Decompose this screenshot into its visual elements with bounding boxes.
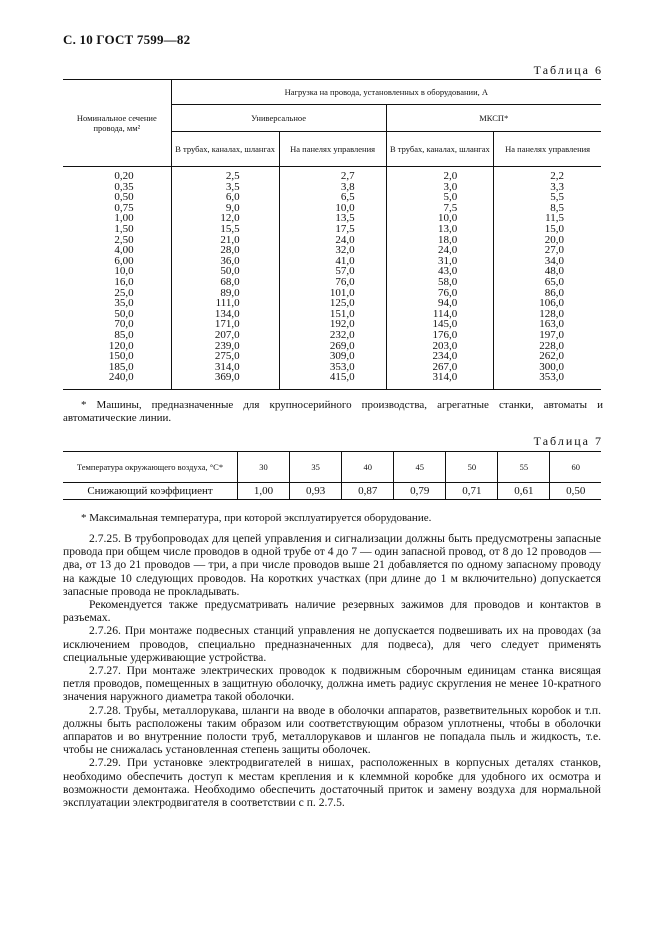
- table6-cell: 106,0: [539, 297, 564, 310]
- table6-cell: 68,0: [220, 275, 240, 288]
- paragraph-recommendation: Рекомендуется также предусматривать наличие резервных зажимов для проводов и контактов в разъемах.: [63, 598, 601, 625]
- table6-cell: 101,0: [329, 286, 355, 299]
- table6-cell: 13,0: [437, 222, 458, 235]
- table6-cell: 31,0: [437, 254, 458, 267]
- table6-universal-header: Универсальное: [171, 105, 386, 132]
- table6-cell: 232,0: [329, 328, 355, 341]
- table6-cell: 50,0: [220, 265, 240, 278]
- table6-cell: 50,0: [114, 307, 134, 320]
- paragraph-2-7-25: 2.7.25. В трубопроводах для цепей управления и сигнализации должны быть предусмотрены запасные провода при общем числе проводов в одной трубе от 4 до 7 — один запасной провод, от 8 до 12 проводов — два, от 13 до 21 проводов — три, а при числе проводов выше 21 добавляется по одному запасному проводу на каждые 10 следующих проводов. На коротких участках (при длине до 1 м включительно) допускается запасные провода не прокладывать.: [63, 532, 601, 598]
- table7-coeff-cell: 0,61: [498, 483, 550, 500]
- table6-cell: 89,0: [220, 286, 240, 299]
- table6-cell: 128,0: [539, 307, 564, 320]
- table6-cell: 70,0: [114, 318, 134, 331]
- table6-cell: 176,0: [432, 328, 458, 341]
- table7-temperature-row: [63, 452, 601, 483]
- table6-mksp-tubes-header: В трубах, каналах, шлангах: [386, 132, 494, 167]
- table7-coefficient-label: Снижающий коэффициент: [63, 483, 238, 500]
- table7-coeff-cell: 0,71: [446, 483, 498, 500]
- table6-section-header: Номинальное сечение провода, мм²: [63, 80, 171, 167]
- table6-cell: 36,0: [220, 254, 240, 267]
- table6-cell: 41,0: [335, 254, 355, 267]
- table6-cell: 0,20: [114, 170, 134, 182]
- table7-coeff-cell: 0,93: [290, 483, 342, 500]
- table6-cell: 203,0: [432, 339, 458, 352]
- table6-cell: 32,0: [335, 244, 355, 257]
- table6-cell: 57,0: [335, 265, 355, 278]
- table6-cell: 0,35: [114, 180, 134, 193]
- table6-mksp-panels-header: На панелях управления: [494, 132, 601, 167]
- table6-cell: 145,0: [432, 318, 458, 331]
- table6-cell: 18,0: [437, 233, 458, 246]
- table7-temperature-label: Температура окружающего воздуха, °С*: [63, 452, 238, 483]
- table6-cell: 5,5: [550, 191, 564, 204]
- table6-cell: 20,0: [544, 233, 564, 246]
- table6-cell: 76,0: [437, 286, 458, 299]
- page-header: С. 10 ГОСТ 7599—82: [63, 32, 191, 47]
- table6-cell: 300,0: [539, 360, 564, 373]
- table6-univ-tubes-column: [171, 167, 279, 390]
- table6-cell: 5,0: [443, 191, 458, 204]
- table6-cell: 34,0: [544, 254, 564, 267]
- table7-coeff-cell: 0,87: [342, 483, 394, 500]
- table6-mksp-panels-column: [494, 167, 601, 390]
- table6-cell: 24,0: [335, 233, 355, 246]
- table6-cell: 125,0: [329, 297, 355, 310]
- table6-cell: 207,0: [214, 328, 240, 341]
- table6-cell: 76,0: [335, 275, 355, 288]
- table6-cell: 2,0: [443, 170, 458, 182]
- table6-cell: 15,0: [544, 222, 564, 235]
- table6-cell: 2,50: [114, 233, 134, 246]
- table6-cell: 192,0: [329, 318, 355, 331]
- table6-cell: 3,5: [225, 180, 240, 193]
- table6-cell: 2,2: [550, 170, 564, 182]
- table6-footnote: * Машины, предназначенные для крупносерийного производства, агрегатные станки, автоматы и автоматические линии.: [63, 399, 603, 424]
- table6-cell: 65,0: [544, 275, 564, 288]
- table6-cell: 185,0: [108, 360, 134, 373]
- table7-coeff-cell: 1,00: [238, 483, 290, 500]
- table6-cell: 234,0: [432, 350, 458, 363]
- table6-cell: 239,0: [214, 339, 240, 352]
- table7-temp-cell: 45: [394, 452, 446, 483]
- table6-cell: 58,0: [437, 275, 458, 288]
- table6-cell: 13,5: [335, 212, 355, 225]
- table6-cell: 369,0: [214, 371, 240, 384]
- table7-coeff-cell: 0,50: [550, 483, 601, 500]
- table6-cell: 353,0: [539, 371, 564, 384]
- table6-cell: 0,50: [114, 191, 134, 204]
- table6-caption: Таблица 6: [533, 63, 603, 77]
- table6-cell: 28,0: [220, 244, 240, 257]
- table6-sections-column: [63, 167, 171, 390]
- table6-cell: 85,0: [114, 328, 134, 341]
- table6-cell: 11,5: [545, 212, 564, 225]
- table6-cell: 269,0: [329, 339, 355, 352]
- table6-cell: 314,0: [432, 371, 458, 384]
- table6-mksp-header: МКСП*: [386, 105, 601, 132]
- table7-coeff-cell: 0,79: [394, 483, 446, 500]
- table6-cell: 3,8: [340, 180, 355, 193]
- table6-cell: 21,0: [220, 233, 240, 246]
- table7-temp-cell: 60: [550, 452, 601, 483]
- table6-cell: 120,0: [108, 339, 134, 352]
- table6-cell: 114,0: [432, 307, 458, 320]
- table6: [63, 79, 601, 390]
- table6-cell: 16,0: [114, 275, 134, 288]
- table6-cell: 24,0: [437, 244, 458, 257]
- table6-univ-panels-header: На панелях управления: [279, 132, 386, 167]
- table6-load-header: Нагрузка на провода, установленных в оборудовании, А: [171, 80, 601, 105]
- table6-cell: 111,0: [215, 297, 240, 310]
- table7-coefficient-row: [63, 483, 601, 500]
- table6-cell: 10,0: [114, 265, 134, 278]
- table7: [63, 451, 601, 500]
- table6-univ-tubes-header: В трубах, каналах, шлангах: [171, 132, 279, 167]
- table6-cell: 6,5: [340, 191, 355, 204]
- table6-cell: 4,00: [114, 244, 134, 257]
- table6-univ-panels-column: [279, 167, 386, 390]
- table6-cell: 27,0: [544, 244, 564, 257]
- table7-temp-cell: 35: [290, 452, 342, 483]
- table6-cell: 134,0: [214, 307, 240, 320]
- table6-cell: 415,0: [329, 371, 355, 384]
- table6-cell: 15,5: [220, 222, 240, 235]
- paragraph-2-7-28: 2.7.28. Трубы, металлорукава, шланги на вводе в оболочки аппаратов, разветвительных коробок и т.п. должны быть расположены таким образом или соответствующим образом уплотнены, чтобы в оболочки аппаратов и во внутренние полости труб, металлорукавов и шлангов не попадала пыль и жидкость, т.е. чтобы не снижалась установленная степень защиты оболочек.: [63, 703, 601, 757]
- table6-cell: 228,0: [539, 339, 564, 352]
- table6-cell: 3,0: [443, 180, 458, 193]
- table7-caption: Таблица 7: [533, 434, 603, 448]
- table6-cell: 353,0: [329, 360, 355, 373]
- table6-cell: 2,7: [340, 170, 355, 182]
- table6-cell: 17,5: [335, 222, 355, 235]
- table6-cell: 10,0: [335, 201, 355, 214]
- table6-cell: 43,0: [437, 265, 458, 278]
- table6-cell: 12,0: [220, 212, 240, 225]
- table6-cell: 7,5: [443, 201, 458, 214]
- table6-cell: 314,0: [214, 360, 240, 373]
- table6-cell: 9,0: [225, 201, 240, 214]
- paragraph-2-7-26: 2.7.26. При монтаже подвесных станций управления не допускается подвешивать их на проводах (за исключением проводов, специально предназначенных для подвеса), для чего следует применять специальные удерживающие устройства.: [63, 624, 601, 664]
- table6-cell: 2,5: [225, 170, 240, 182]
- table6-cell: 94,0: [437, 297, 458, 310]
- table7-temp-cell: 55: [498, 452, 550, 483]
- paragraph-2-7-29: 2.7.29. При установке электродвигателей в нишах, расположенных в корпусных деталях станков, необходимо обеспечить доступ к местам крепления и к клеммной коробке для удобного их осмотра и возможности демонтажа. Необходимо обеспечить достаточный приток и замену воздуха для нормальной эксплуатации электродвигателя в соответствии с п. 2.7.5.: [63, 756, 601, 810]
- table6-cell: 151,0: [329, 307, 355, 320]
- table6-cell: 1,50: [114, 222, 134, 235]
- table6-cell: 10,0: [437, 212, 458, 225]
- table6-cell: 25,0: [114, 286, 134, 299]
- table6-cell: 197,0: [539, 328, 564, 341]
- table6-cell: 8,5: [550, 201, 564, 214]
- table6-cell: 267,0: [432, 360, 458, 373]
- table6-cell: 86,0: [544, 286, 564, 299]
- table6-cell: 48,0: [544, 265, 564, 278]
- table6-cell: 6,00: [114, 254, 134, 267]
- paragraph-2-7-27: 2.7.27. При монтаже электрических проводок к подвижным сборочным единицам станка висящая петля проводов, помещенных в защитную оболочку, должна иметь радиус скругления не менее 10-кратного значения наружного диаметра такой оболочки.: [63, 664, 601, 704]
- table6-cell: 3,3: [550, 180, 564, 193]
- body-text: [63, 532, 601, 809]
- table6-mksp-tubes-column: [386, 167, 494, 390]
- table7-footnote: * Максимальная температура, при которой эксплуатируется оборудование.: [81, 512, 432, 524]
- table6-cell: 0,75: [114, 201, 134, 214]
- table7-temp-cell: 50: [446, 452, 498, 483]
- table6-cell: 150,0: [108, 350, 134, 363]
- table6-cell: 163,0: [539, 318, 564, 331]
- table6-cell: 262,0: [539, 350, 564, 363]
- table7-temp-cell: 30: [238, 452, 290, 483]
- table6-cell: 35,0: [114, 297, 134, 310]
- table6-cell: 275,0: [214, 350, 240, 363]
- table6-cell: 240,0: [108, 371, 134, 384]
- table6-cell: 6,0: [225, 191, 240, 204]
- table7-temp-cell: 40: [342, 452, 394, 483]
- table6-cell: 1,00: [114, 212, 134, 225]
- table6-cell: 171,0: [214, 318, 240, 331]
- table6-cell: 309,0: [329, 350, 355, 363]
